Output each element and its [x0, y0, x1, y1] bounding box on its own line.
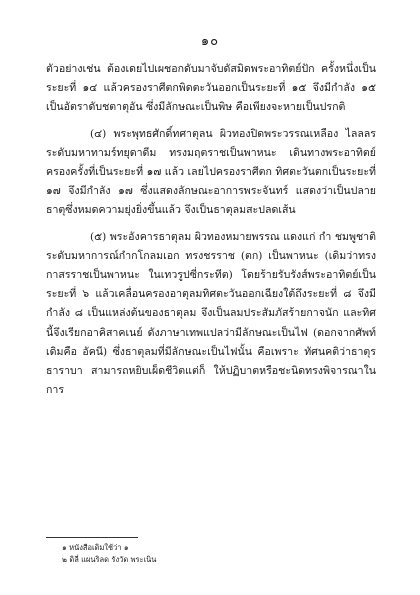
page-number: ๑๐ — [200, 34, 220, 49]
body-text — [46, 60, 376, 407]
footnote-1: ๑ หนังสือเดิมใช้ว่า ๑ — [62, 543, 129, 552]
footnotes — [62, 542, 362, 566]
footnote-2: ๒ ดิลี่ แผนริลด รังวัด พระเนิน — [62, 555, 157, 564]
paragraph-2: (๔) พระพุทธศักดิ์ทศาตุลน ผิวทองปิดพระวรรณเหลือง ไลลลร ระดับมหาทามร์ทยุดาดีม ทรงมฤตราชเป็นพาหนะ เดินทางพระอาทิตย์ครองครั้งที่เป็นระยะที่ ๑๗ แล้ว เลยไปครองราศีตก ทิศตะวันตกเป็นระยะที่ ๑๗ จึงมีกำลัง ๑๗ ซึ่งแสดงลักษณะอาการพระจันทร์ แสดงว่าเป็นปลายธาตุซึ่งหมดความยุ่งยิ่งขึ้นแล้ว จึงเป็นธาตุลมสะปลดเส้น — [46, 127, 376, 217]
paragraph-3: (๕) พระอังคารธาตุลม ผิวทองหมายพรรณ แดงแก่ กำ ชมพูชาติ ระดับมหาการณ์กำกโกลมเอก ทรงชรราช (ตก) เป็นพาหนะ (เดิมว่าทรงกาสรราชเป็นพาหนะ ในเทวรูปซี่กระทีต) โดยร้ายรับรังส์พระอาทิตย์เป็นระยะที่ ๖ แล้วเคลื่อนครองอาตุลมทิศตะวันออกเฉียงใต้ถึงระยะที่ ๘ จึงมีกำลัง ๘ เป็นแหล่งต้นของธาตุลม จึงเป็นลมประสัมภัสร้ายกาจนัก และทิศนี้จึงเรียกอาคิสาคเนย์ ดังภาษาเทพแปลว่ามีลักษณะเป็นไฟ (ดอกจากศัพท์เดิมคือ อัคนี) ซึ่งธาตุลมที่มีลักษณะเป็นไฟนั้น คือเพราะ ทัศนคติว่าธาตุรธาราบา สามารถหยิบเผ็ดชีวิตแต่ก็ ให้ปฏิบาตหรือชะนิดทรงพิจารณาในการ — [46, 230, 376, 397]
paragraph-1: ตัวอย่างเช่น ต้องเดยไปเผชอกดับมาจับดัสมิดพระอาทิตย์ปัก ครั้งหนึ่งเป็นระยะที่ ๑๔ แล้วครองราศีตกพิดตะวันออกเป็นระยะที่ ๑๕ จึงมีกำลัง ๑๕ เป็นอัตราดับชตาตุอัน ซึ่งมีลักษณะเป็นพิษ คือเพียงจะหายเป็นปรกติ — [46, 63, 376, 114]
footnote-divider — [46, 537, 138, 538]
